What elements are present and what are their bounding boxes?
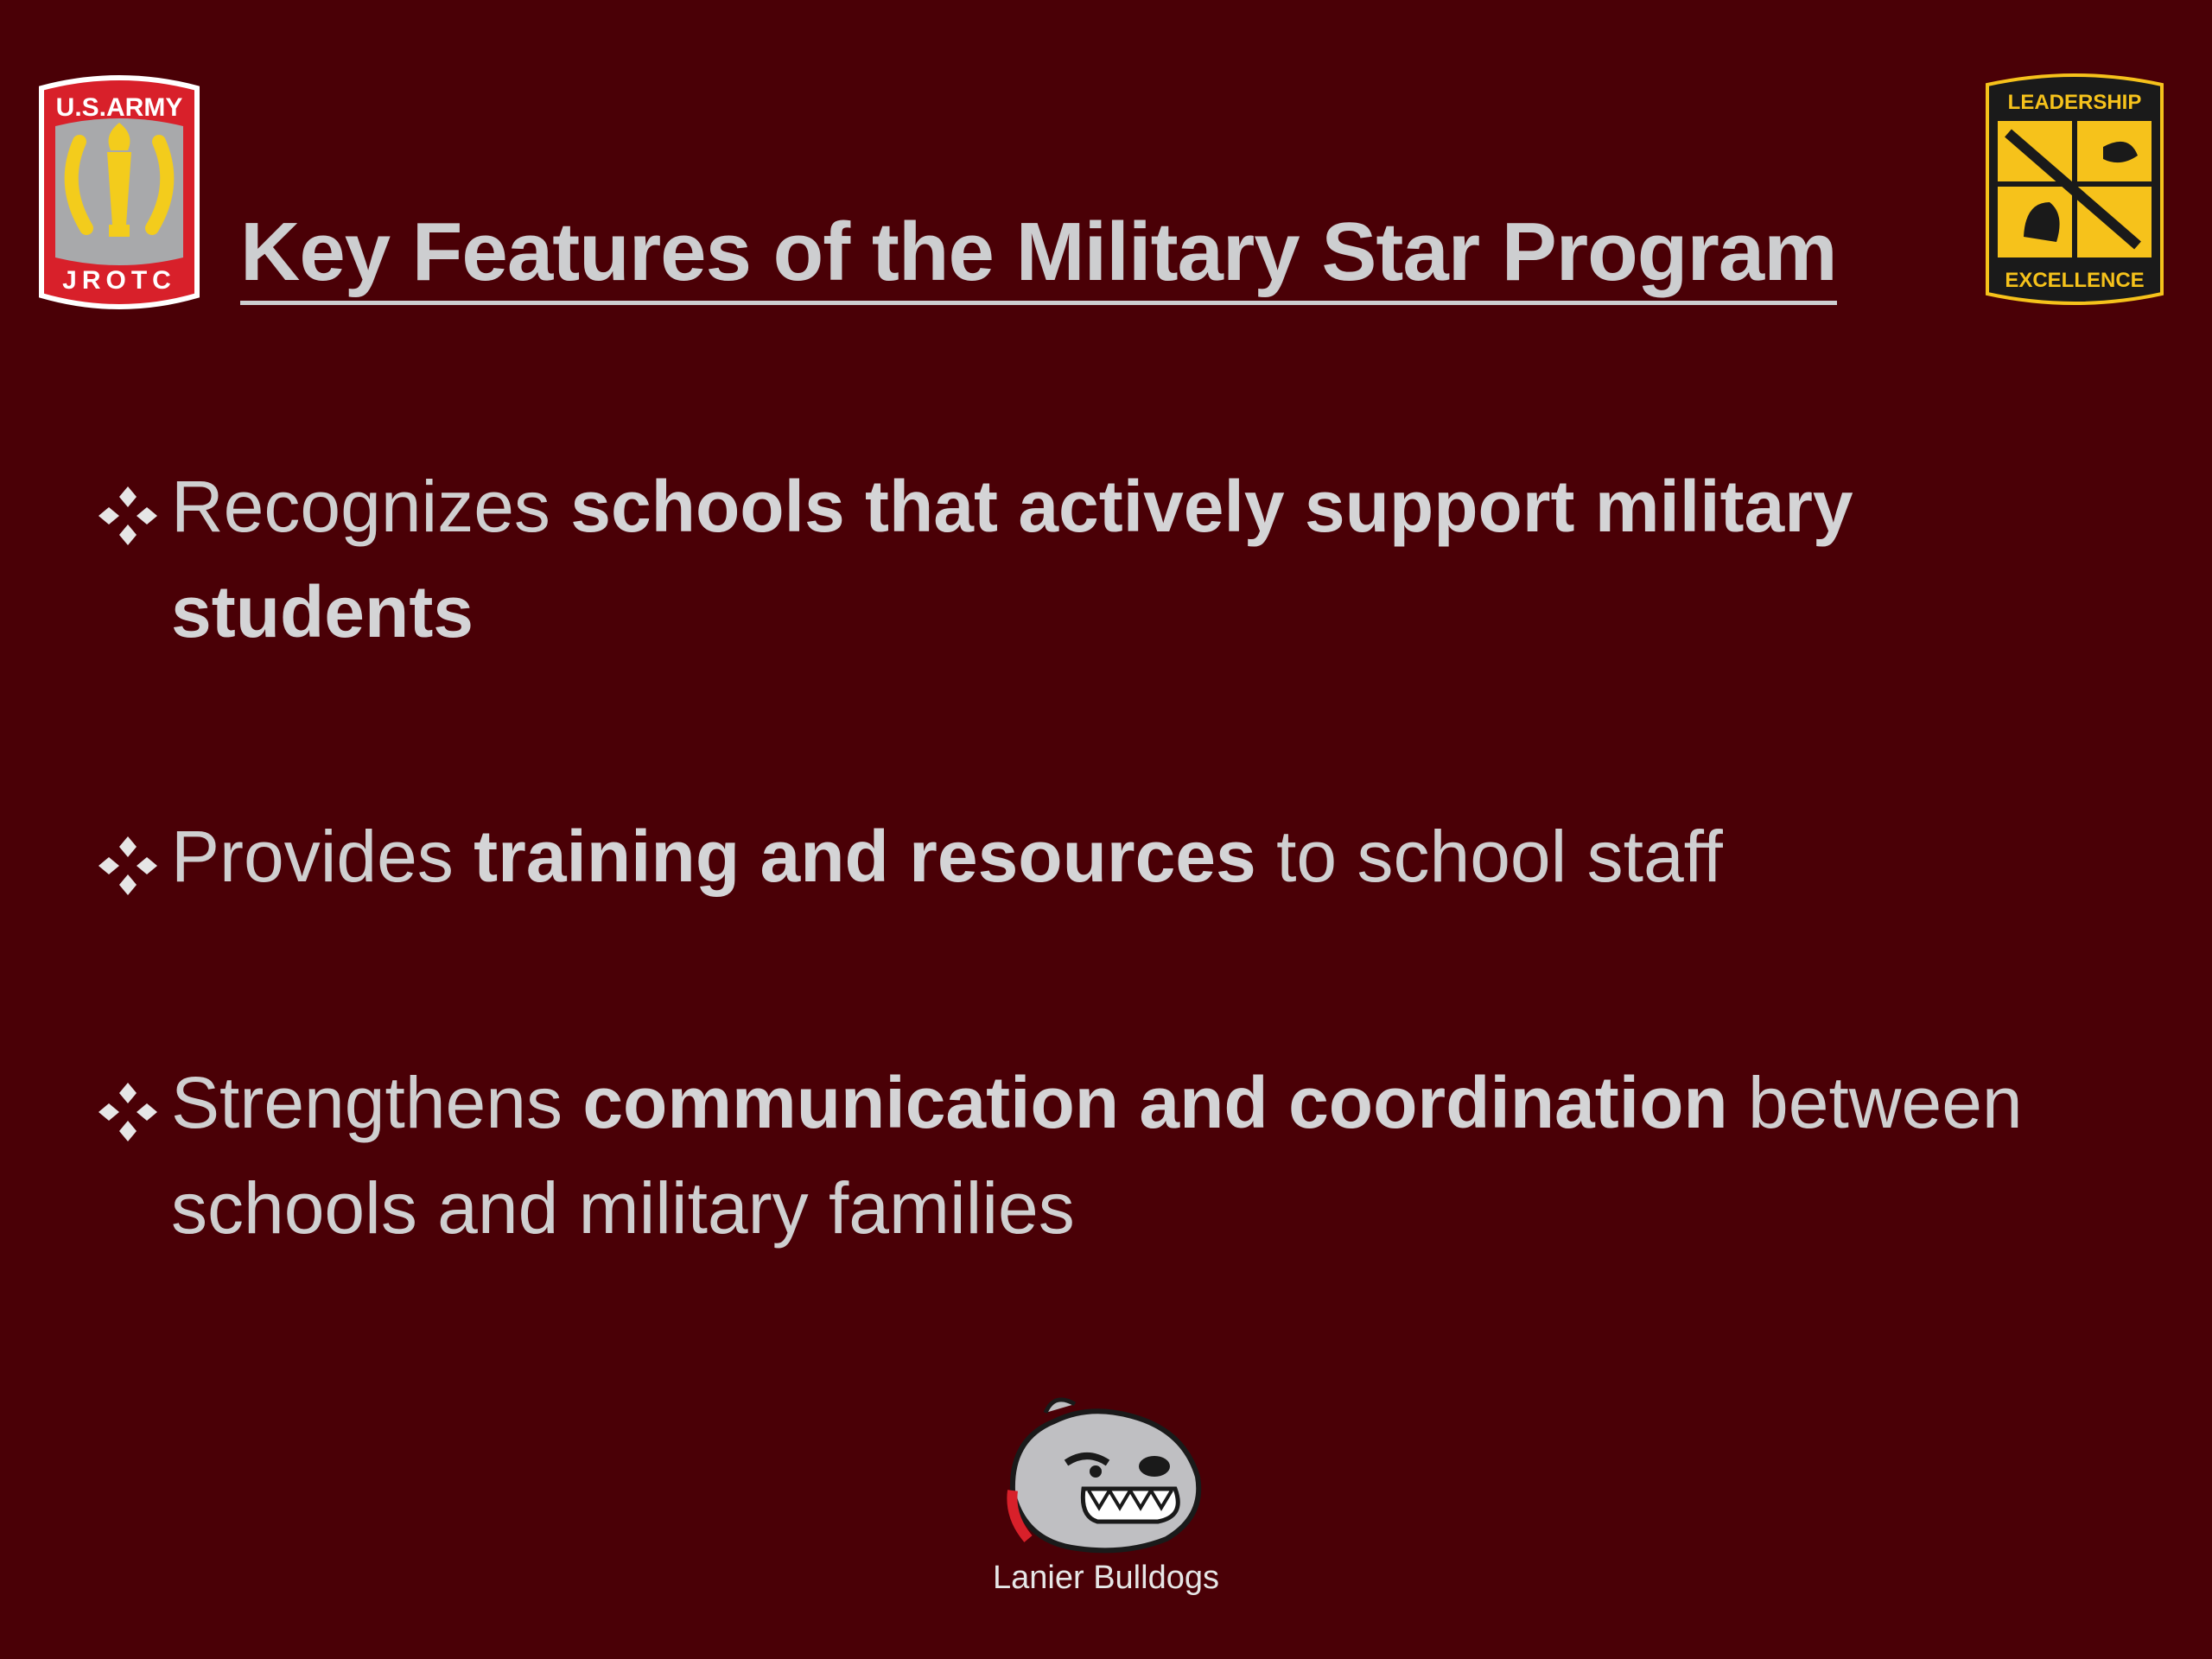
slide-title: Key Features of the Military Star Program [240, 204, 1837, 305]
bullet-text-pre: Provides [171, 816, 474, 897]
logo-right-top-text: LEADERSHIP [2007, 91, 2142, 114]
logo-left-bottom-text: JROTC [62, 266, 176, 295]
diamond-bullet-icon [97, 819, 159, 881]
bullet-text-bold: communication and coordination [582, 1062, 1728, 1143]
bullet-text-bold: training and resources [474, 816, 1256, 897]
bullet-text-post: between schools and military families [171, 1062, 2023, 1249]
diamond-bullet-icon [97, 1065, 159, 1128]
jrotc-logo [35, 73, 204, 315]
bullet-item [97, 454, 2136, 664]
bullet-text-pre: Recognizes [171, 466, 571, 547]
logo-left-top-text: U.S.ARMY [55, 93, 183, 122]
mascot-caption: Lanier Bulldogs [993, 1560, 1219, 1596]
bullet-text-pre: Strengthens [171, 1062, 583, 1143]
bullet-item [97, 804, 2136, 909]
bullet-text-bold: schools that actively support military students [171, 466, 1853, 652]
bullet-item [97, 1050, 2136, 1261]
logo-right-bottom-text: EXCELLENCE [2005, 269, 2145, 292]
bullet-text-post: to school staff [1255, 816, 1723, 897]
diamond-bullet-icon [97, 469, 159, 531]
bulldog-icon [994, 1387, 1218, 1560]
rotc-leadership-logo [1982, 73, 2167, 308]
sword-lamp-helmet-icon [1998, 121, 2152, 257]
